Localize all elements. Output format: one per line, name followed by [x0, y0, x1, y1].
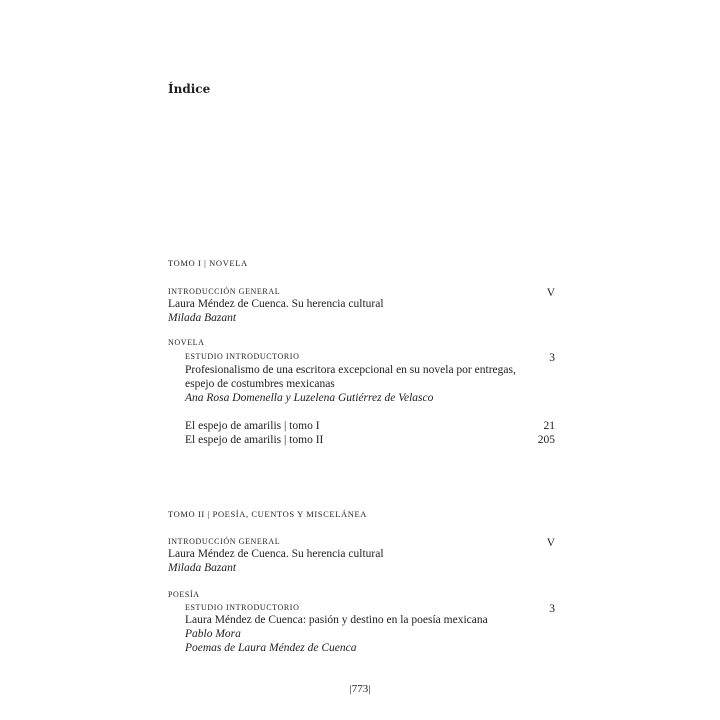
tomo2-estudio-subtitle: Poemas de Laura Méndez de Cuenca	[185, 642, 357, 654]
tomo1-estudio-title-line1: Profesionalismo de una escritora excepcional en su novela por entregas,	[185, 364, 516, 376]
tomo1-intro-page: V	[546, 287, 555, 299]
tomo1-header: TOMO I | NOVELA	[168, 258, 248, 268]
page-number: |773|	[349, 683, 371, 695]
tomo2-estudio-label: ESTUDIO INTRODUCTORIO	[185, 603, 300, 612]
tomo2-section-label: POESÍA	[168, 590, 200, 599]
tomo1-estudio-authors: Ana Rosa Domenella y Luzelena Gutiérrez de Velasco	[185, 392, 434, 404]
tomo1-intro-title: Laura Méndez de Cuenca. Su herencia cultural	[168, 298, 384, 310]
tomo1-section-label: NOVELA	[168, 338, 205, 347]
tomo1-intro-label: INTRODUCCIÓN GENERAL	[168, 287, 281, 296]
tomo2-intro-page: V	[546, 537, 555, 549]
page-title: Índice	[168, 82, 211, 96]
tomo2-intro-label: INTRODUCCIÓN GENERAL	[168, 537, 281, 546]
tomo1-entry-1-title: El espejo de amarilis | tomo I	[185, 420, 320, 432]
tomo2-intro-title: Laura Méndez de Cuenca. Su herencia cultural	[168, 548, 384, 560]
tomo2-estudio-author: Pablo Mora	[185, 628, 241, 640]
tomo2-estudio-page: 3	[549, 603, 555, 615]
tomo2-estudio-title: Laura Méndez de Cuenca: pasión y destino en la poesía mexicana	[185, 614, 488, 626]
tomo1-entry-2-page: 205	[537, 434, 555, 446]
tomo1-estudio-label: ESTUDIO INTRODUCTORIO	[185, 352, 300, 361]
tomo1-intro-author: Milada Bazant	[168, 312, 237, 324]
tomo1-entry-1-page: 21	[543, 420, 555, 432]
tomo1-estudio-title-line2: espejo de costumbres mexicanas	[185, 378, 335, 390]
tomo1-entry-2-title: El espejo de amarilis | tomo II	[185, 434, 324, 446]
tomo2-header: TOMO II | POESÍA, CUENTOS Y MISCELÁNEA	[168, 509, 367, 519]
tomo1-estudio-page: 3	[549, 352, 555, 364]
tomo2-intro-author: Milada Bazant	[168, 562, 237, 574]
